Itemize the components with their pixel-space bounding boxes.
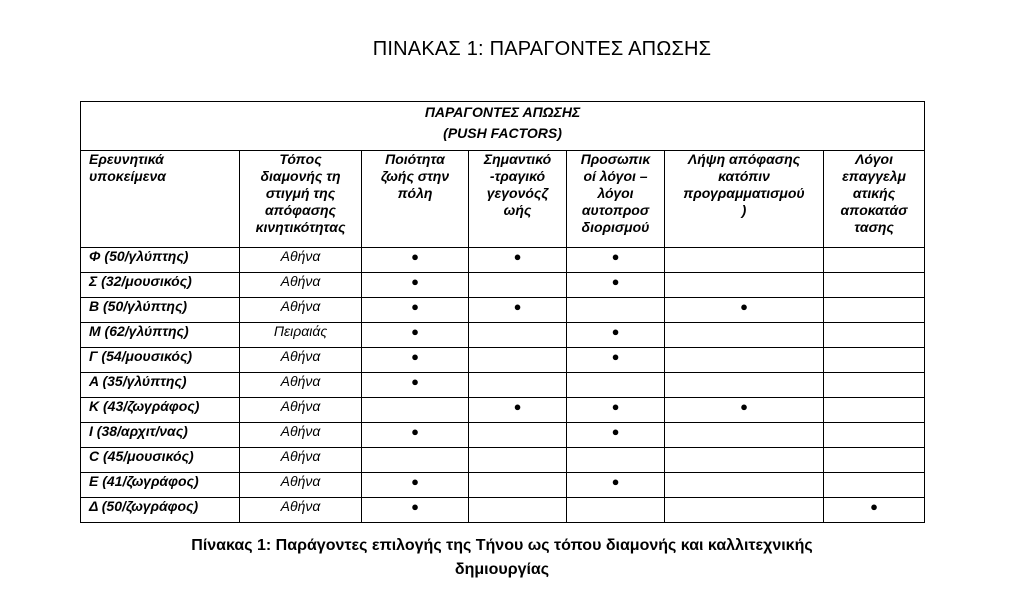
bullet-mark: ● (740, 299, 748, 314)
mark-cell (567, 248, 665, 273)
page-title: ΠΙΝΑΚΑΣ 1: ΠΑΡΑΓΟΝΤΕΣ ΑΠΩΣΗΣ (372, 38, 712, 60)
mark-cell (362, 423, 469, 448)
bullet-mark: ● (611, 424, 620, 439)
column-header-line: Ερευνητικά (89, 151, 164, 167)
mark-cell (665, 498, 824, 523)
group-header-line1: ΠΑΡΑΓΟΝΤΕΣ ΑΠΩΣΗΣ (424, 104, 581, 120)
mark-cell (665, 423, 824, 448)
column-header-line: προγραμματισμού (683, 185, 805, 201)
column-header-row (81, 151, 925, 248)
table-row (81, 273, 925, 298)
mark-cell (567, 298, 665, 323)
column-header-line: Λόγοι (855, 151, 893, 167)
place-cell: Αθήνα (240, 448, 362, 473)
bullet-mark: ● (611, 324, 620, 339)
column-header-line: υποκείμενα (89, 168, 166, 184)
mark-cell (824, 248, 925, 273)
mark-cell (362, 398, 469, 423)
column-header-4 (567, 151, 665, 248)
mark-cell (469, 373, 567, 398)
mark-cell (567, 448, 665, 473)
mark-cell (824, 273, 925, 298)
caption-line2: δημιουργίας (454, 561, 550, 578)
mark-cell (362, 498, 469, 523)
table-row (81, 423, 925, 448)
subject-cell: Α (35/γλύπτης) (81, 373, 240, 398)
column-header-2 (362, 151, 469, 248)
subject-cell: Β (50/γλύπτης) (81, 298, 240, 323)
column-header-line: διαμονής τη (260, 168, 341, 184)
bullet-mark: ● (411, 474, 419, 489)
column-header-line: κινητικότητας (255, 219, 346, 235)
place-cell: Αθήνα (240, 298, 362, 323)
column-header-line: αποκατάσ (840, 202, 908, 218)
bullet-mark: ● (411, 374, 419, 389)
mark-cell (362, 348, 469, 373)
bullet-mark: ● (513, 299, 522, 314)
mark-cell (362, 298, 469, 323)
bullet-mark: ● (513, 399, 522, 414)
mark-cell (567, 348, 665, 373)
column-header-line: Ποιότητα (385, 151, 445, 167)
mark-cell (824, 348, 925, 373)
mark-cell (567, 323, 665, 348)
mark-cell (665, 348, 824, 373)
subject-cell: Δ (50/ζωγράφος) (81, 498, 240, 523)
bullet-mark: ● (870, 499, 878, 514)
bullet-mark: ● (411, 274, 419, 289)
caption-line1: Πίνακας 1: Παράγοντες επιλογής της Τήνου ως τόπου διαμονής και καλλιτεχνικής (191, 537, 813, 554)
mark-cell (665, 323, 824, 348)
column-header-line: κατόπιν (718, 168, 770, 184)
place-cell: Αθήνα (240, 423, 362, 448)
bullet-mark: ● (411, 249, 419, 264)
subject-cell: C (45/μουσικός) (81, 448, 240, 473)
subject-cell: Κ (43/ζωγράφος) (81, 398, 240, 423)
column-header-line: αυτοπροσ (581, 202, 650, 218)
place-cell: Αθήνα (240, 398, 362, 423)
mark-cell (665, 398, 824, 423)
place-cell: Αθήνα (240, 498, 362, 523)
mark-cell (469, 348, 567, 373)
subject-cell: Φ (50/γλύπτης) (81, 248, 240, 273)
column-header-line: ωής (503, 202, 532, 218)
table-row (81, 323, 925, 348)
bullet-mark: ● (411, 349, 419, 364)
mark-cell (567, 373, 665, 398)
mark-cell (362, 323, 469, 348)
subject-cell: Γ (54/μουσικός) (81, 348, 240, 373)
mark-cell (469, 298, 567, 323)
column-header-5 (665, 151, 824, 248)
mark-cell (665, 448, 824, 473)
place-cell: Αθήνα (240, 348, 362, 373)
group-header-cell (81, 102, 925, 151)
mark-cell (469, 498, 567, 523)
column-header-line: πόλη (397, 185, 433, 201)
mark-cell (567, 398, 665, 423)
push-factors-table (80, 101, 925, 523)
column-header-0 (81, 151, 240, 248)
mark-cell (469, 248, 567, 273)
table-row (81, 498, 925, 523)
table-row (81, 298, 925, 323)
mark-cell (567, 473, 665, 498)
mark-cell (824, 498, 925, 523)
column-header-6 (824, 151, 925, 248)
subject-cell: Ε (41/ζωγράφος) (81, 473, 240, 498)
bullet-mark: ● (740, 399, 748, 414)
column-header-line: οί λόγοι – (583, 168, 648, 184)
column-header-line: Προσωπικ (580, 151, 651, 167)
mark-cell (665, 298, 824, 323)
bullet-mark: ● (411, 324, 419, 339)
table-row (81, 398, 925, 423)
mark-cell (469, 273, 567, 298)
bullet-mark: ● (411, 424, 419, 439)
bullet-mark: ● (411, 499, 419, 514)
mark-cell (362, 273, 469, 298)
mark-cell (362, 473, 469, 498)
place-cell: Πειραιάς (240, 323, 362, 348)
bullet-mark: ● (611, 474, 620, 489)
place-cell: Αθήνα (240, 473, 362, 498)
column-header-line: ) (741, 202, 747, 218)
bullet-mark: ● (611, 349, 620, 364)
mark-cell (469, 448, 567, 473)
place-cell: Αθήνα (240, 373, 362, 398)
mark-cell (362, 373, 469, 398)
table-row (81, 373, 925, 398)
column-header-line: ζωής στην (380, 168, 450, 184)
place-cell: Αθήνα (240, 248, 362, 273)
bullet-mark: ● (513, 249, 522, 264)
mark-cell (469, 423, 567, 448)
column-header-3 (469, 151, 567, 248)
mark-cell (469, 323, 567, 348)
mark-cell (665, 248, 824, 273)
mark-cell (824, 373, 925, 398)
group-header-row (81, 102, 925, 151)
column-header-line: λόγοι (597, 185, 634, 201)
mark-cell (362, 448, 469, 473)
column-header-1 (240, 151, 362, 248)
column-header-line: Τόπος (279, 151, 322, 167)
subject-cell: Ι (38/αρχιτ/νας) (81, 423, 240, 448)
mark-cell (824, 398, 925, 423)
mark-cell (824, 448, 925, 473)
table-row (81, 248, 925, 273)
column-header-line: Σημαντικό (483, 151, 552, 167)
table-row (81, 348, 925, 373)
mark-cell (567, 273, 665, 298)
mark-cell (469, 473, 567, 498)
mark-cell (362, 248, 469, 273)
table-row (81, 448, 925, 473)
bullet-mark: ● (611, 274, 620, 289)
mark-cell (665, 473, 824, 498)
column-header-line: γεγονόςζ (486, 185, 549, 201)
column-header-line: ατικής (852, 185, 896, 201)
group-header-line2: (PUSH FACTORS) (443, 125, 562, 141)
mark-cell (665, 373, 824, 398)
mark-cell (824, 323, 925, 348)
column-header-line: διορισμού (581, 219, 650, 235)
bullet-mark: ● (411, 299, 419, 314)
mark-cell (665, 273, 824, 298)
column-header-line: απόφασης (264, 202, 337, 218)
table-caption (80, 534, 924, 582)
column-header-line: τασης (854, 219, 894, 235)
mark-cell (469, 398, 567, 423)
bullet-mark: ● (611, 249, 620, 264)
column-header-line: Λήψη απόφασης (687, 151, 801, 167)
column-header-line: στιγμή της (265, 185, 336, 201)
subject-cell: Σ (32/μουσικός) (81, 273, 240, 298)
bullet-mark: ● (611, 399, 620, 414)
column-header-line: -τραγικό (489, 168, 546, 184)
mark-cell (824, 423, 925, 448)
subject-cell: Μ (62/γλύπτης) (81, 323, 240, 348)
place-cell: Αθήνα (240, 273, 362, 298)
mark-cell (824, 298, 925, 323)
mark-cell (567, 498, 665, 523)
mark-cell (824, 473, 925, 498)
table-row (81, 473, 925, 498)
column-header-line: επαγγελμ (842, 168, 906, 184)
mark-cell (567, 423, 665, 448)
